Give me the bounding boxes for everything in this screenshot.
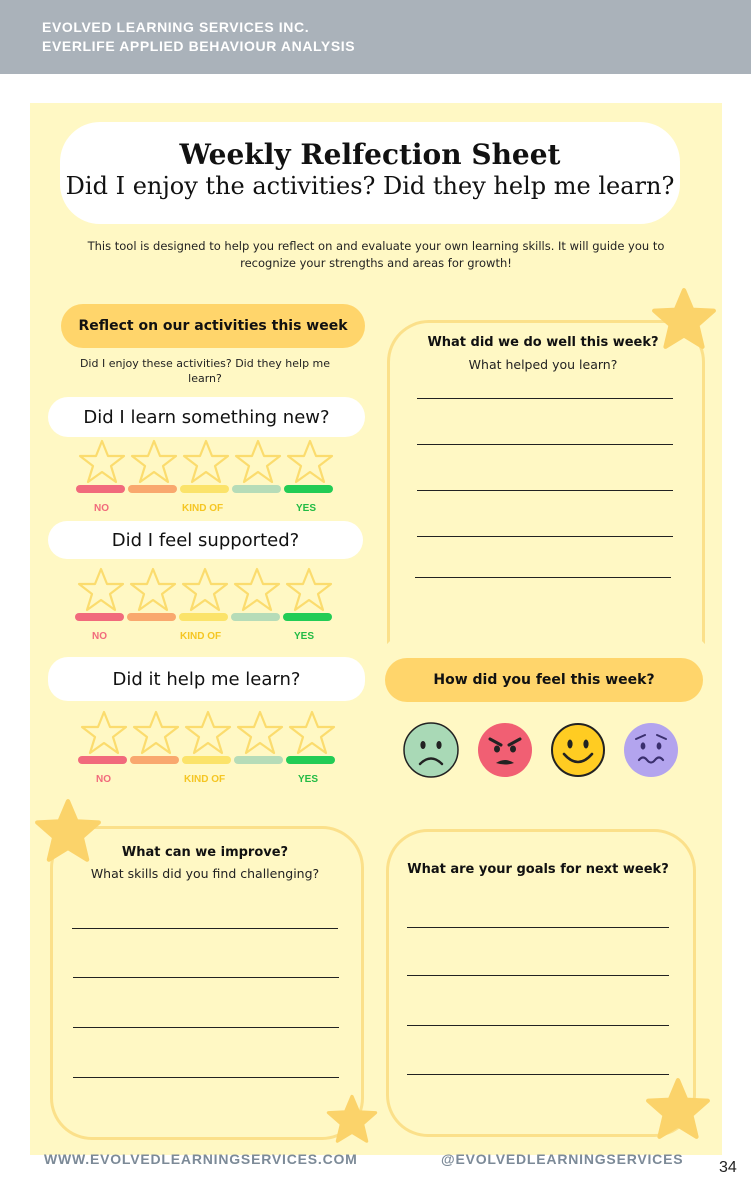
writing-line[interactable] (417, 536, 673, 537)
star-icon[interactable] (233, 566, 281, 614)
star-icon[interactable] (77, 566, 125, 614)
scale-segment (180, 485, 229, 493)
writing-line[interactable] (417, 398, 673, 399)
star-icon[interactable] (181, 566, 229, 614)
angry-face-icon[interactable] (477, 722, 533, 778)
rating-scale-bar (78, 756, 335, 764)
intro-text: This tool is designed to help you reflect on and evaluate your own learning skills. It will guide you to recognize your strengths and areas for growth! (87, 239, 665, 270)
worried-face-icon[interactable] (623, 722, 679, 778)
scale-segment (286, 756, 335, 764)
writing-line[interactable] (407, 1025, 669, 1026)
page-number: 34 (719, 1159, 737, 1176)
star-icon[interactable] (78, 438, 126, 486)
rating-scale-bar (75, 613, 332, 621)
writing-line[interactable] (407, 1074, 669, 1075)
scale-segment (130, 756, 179, 764)
rating-scale-bar (76, 485, 333, 493)
scale-label-no: NO (96, 774, 111, 785)
question-help-learn: Did it help me learn? (48, 657, 365, 701)
scale-label-yes: YES (296, 503, 317, 514)
sad-face-icon[interactable] (403, 722, 459, 778)
star-icon[interactable] (286, 438, 334, 486)
star-icon (645, 1077, 711, 1143)
writing-line[interactable] (73, 1027, 339, 1028)
well-heading: What did we do well this week? (427, 335, 659, 350)
star-icon[interactable] (130, 438, 178, 486)
star-icon[interactable] (288, 709, 336, 757)
rating-stars-help-learn[interactable] (80, 709, 336, 757)
scale-segment (179, 613, 228, 621)
scale-segment (283, 613, 332, 621)
page-header (0, 0, 751, 74)
writing-line[interactable] (415, 577, 671, 578)
footer-social-handle[interactable]: @EVOLVEDLEARNINGSERVICES (441, 1151, 684, 1167)
footer-website[interactable]: WWW.EVOLVEDLEARNINGSERVICES.COM (44, 1151, 358, 1167)
scale-label-kind-of: KIND OF (182, 503, 224, 514)
scale-label-no: NO (94, 503, 109, 514)
scale-segment (75, 613, 124, 621)
star-icon[interactable] (184, 709, 232, 757)
scale-segment (127, 613, 176, 621)
page-subtitle: Did I enjoy the activities? Did they help me learn? (65, 172, 675, 200)
scale-segment (234, 756, 283, 764)
question-feel-supported: Did I feel supported? (48, 521, 363, 559)
writing-line[interactable] (407, 927, 669, 928)
scale-label-yes: YES (298, 774, 319, 785)
header-division: EVERLIFE APPLIED BEHAVIOUR ANALYSIS (42, 38, 356, 54)
star-icon[interactable] (80, 709, 128, 757)
scale-label-kind-of: KIND OF (180, 631, 222, 642)
scale-label-no: NO (92, 631, 107, 642)
scale-segment (76, 485, 125, 493)
star-icon[interactable] (132, 709, 180, 757)
feel-heading: How did you feel this week? (385, 658, 703, 702)
header-company: EVOLVED LEARNING SERVICES INC. (42, 19, 310, 35)
scale-label-yes: YES (294, 631, 315, 642)
writing-line[interactable] (72, 928, 338, 929)
scale-segment (231, 613, 280, 621)
writing-line[interactable] (417, 444, 673, 445)
star-icon[interactable] (182, 438, 230, 486)
goals-heading: What are your goals for next week? (407, 862, 669, 877)
star-icon[interactable] (129, 566, 177, 614)
scale-segment (182, 756, 231, 764)
well-subtext: What helped you learn? (468, 357, 618, 372)
reflect-subtext: Did I enjoy these activities? Did they help me learn? (79, 357, 331, 385)
star-icon (326, 1094, 378, 1146)
page-title: Weekly Relfection Sheet (179, 138, 561, 171)
scale-segment (284, 485, 333, 493)
improve-heading: What can we improve? (121, 845, 289, 860)
writing-line[interactable] (73, 1077, 339, 1078)
writing-line[interactable] (407, 975, 669, 976)
scale-segment (78, 756, 127, 764)
star-icon[interactable] (236, 709, 284, 757)
scale-segment (232, 485, 281, 493)
rating-stars-learn-new[interactable] (78, 438, 334, 486)
writing-line[interactable] (417, 490, 673, 491)
star-icon[interactable] (285, 566, 333, 614)
improve-subtext: What skills did you find challenging? (90, 866, 320, 881)
question-learn-new: Did I learn something new? (48, 397, 365, 437)
star-icon[interactable] (234, 438, 282, 486)
reflect-heading: Reflect on our activities this week (61, 304, 365, 348)
scale-label-kind-of: KIND OF (184, 774, 226, 785)
writing-line[interactable] (73, 977, 339, 978)
rating-stars-feel-supported[interactable] (77, 566, 333, 614)
scale-segment (128, 485, 177, 493)
smiley-face-icon[interactable] (550, 722, 606, 778)
